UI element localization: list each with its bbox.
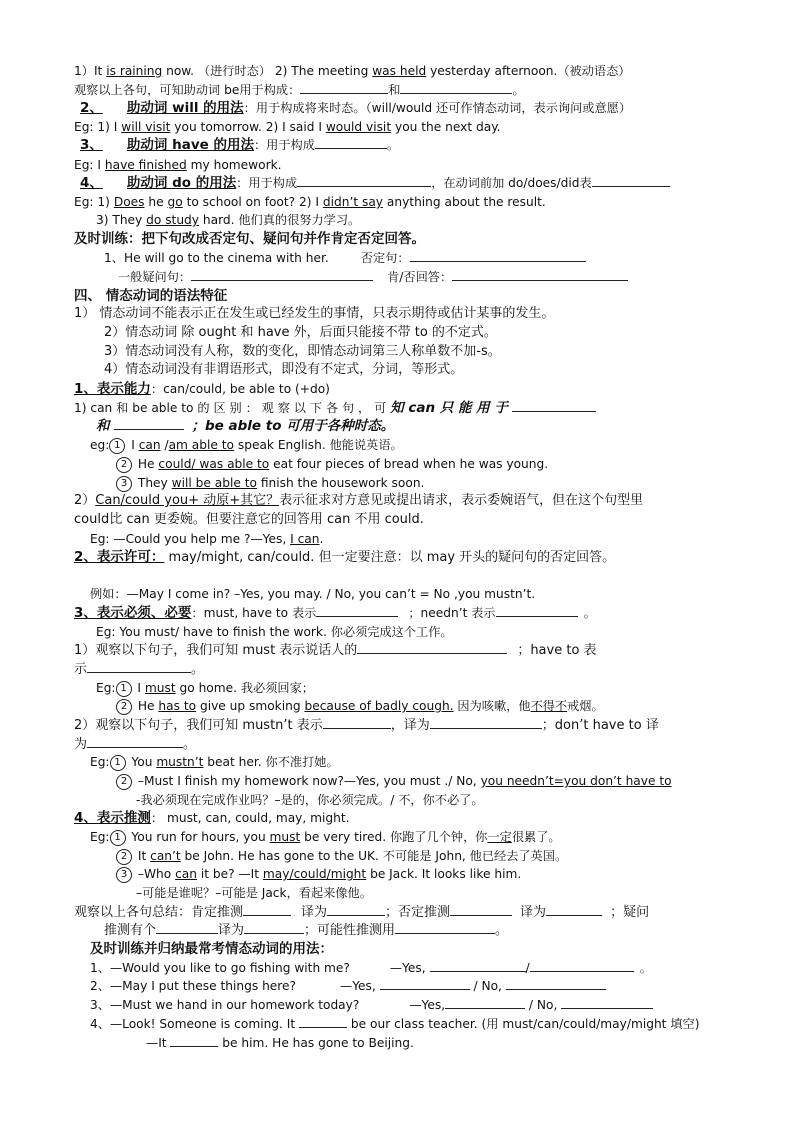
practice-2-item-1: 1、—Would you like to go fishing with me? —Yes, / 。 <box>90 961 652 975</box>
heading-have: 3、 助动词 have 的用法：用于构成 。 <box>80 137 400 153</box>
line-mustnt-observe-2: 为 。 <box>74 737 197 752</box>
blank[interactable] <box>380 977 470 990</box>
modal-feature-2: 2）情态动词 除 ought 和 have 外，后面只能接不带 to 的不定式。 <box>104 325 497 340</box>
mustnt-example-2: 2 –Must I finish my homework now?—Yes, you must ./ No, you needn’t=you don’t have to <box>116 772 672 790</box>
blank[interactable] <box>512 399 596 412</box>
blank[interactable] <box>561 996 653 1009</box>
blank[interactable] <box>315 136 387 149</box>
blank[interactable] <box>430 716 542 729</box>
blank[interactable] <box>170 1034 218 1047</box>
heading-permission: 2、表示许可： may/might, can/could. 但一定要注意：以 may 开头的疑问句的否定回答。 <box>74 549 616 565</box>
line-could-note: could比 can 更委婉。但要注意它的回答用 can 不用 could. <box>74 512 424 527</box>
line-must-observe-2: 示 。 <box>74 662 205 677</box>
blank[interactable] <box>506 977 606 990</box>
mustnt-example-1: Eg: 1 You mustn’t beat her. 你不准打她。 <box>90 755 339 769</box>
line-do-examples: Eg: 1) Does he go to school on foot? 2) I didn’t say anything about the result. <box>74 195 546 209</box>
line-be-summary: 观察以上各句，可知助动词 be用于构成： 和 。 <box>74 83 525 97</box>
line-could-example: Eg: —Could you help me ?—Yes, I can. <box>90 532 324 546</box>
modal-feature-4: 4）情态动词没有非谓语形式，即没有不定式，分词，等形式。 <box>104 362 464 377</box>
ability-example-1: eg: 1 I can /am able to speak English. 他能说英语。 <box>90 438 403 452</box>
must-example-2: 2 He has to give up smoking because of badly cough. 因为咳嗽，他不得不戒烟。 <box>116 697 604 715</box>
blank[interactable] <box>316 604 398 617</box>
blank[interactable] <box>496 604 578 617</box>
blank[interactable] <box>357 641 507 654</box>
practice-1-question: 一般疑问句： 肯/否回答： <box>118 268 628 286</box>
modal-feature-1: 1） 情态动词不能表示正在发生或已经发生的事情，只表示期待或估计某事的发生。 <box>74 306 555 321</box>
practice-2-item-3: 3、—Must we hand in our homework today? —Yes, / No, <box>90 996 653 1014</box>
blank[interactable] <box>445 996 525 1009</box>
blank[interactable] <box>592 174 670 187</box>
blank[interactable] <box>299 1015 347 1028</box>
blank[interactable] <box>327 903 385 916</box>
must-example-1: Eg: 1 I must go home. 我必须回家； <box>96 681 314 695</box>
blank[interactable] <box>300 81 388 94</box>
practice-heading-2: 及时训练并归纳最常考情态动词的用法： <box>90 941 333 957</box>
line-mustnt-observe: 2）观察以下句子，我们可知 mustn’t 表示 ，译为 ；don’t have to 译 <box>74 718 659 733</box>
heading-ability: 1、表示能力：can/could, be able to (+do) <box>74 381 330 397</box>
heading-necessity: 3、表示必须、必要：must, have to 表示 ；needn’t 表示 。 <box>74 605 596 621</box>
practice-2-item-4b: —It be him. He has gone to Beijing. <box>146 1036 414 1050</box>
line-do-example-3: 3) They do study hard. 他们真的很努力学习。 <box>96 213 361 227</box>
speculation-example-3: 3 –Who can it be? —It may/could/might be Jack. It looks like him. <box>116 865 521 883</box>
heading-do: 4、 助动词 do 的用法：用于构成 ，在动词前加 do/does/did表 <box>80 174 670 192</box>
ability-example-2: 2 He could/ was able to eat four pieces of bread when he was young. <box>116 455 548 473</box>
heading-speculation: 4、表示推测： must, can, could, may, might. <box>74 810 350 826</box>
practice-heading-1: 及时训练：把下句改成否定句、疑问句并作肯定否定回答。 <box>74 231 425 247</box>
blank[interactable] <box>244 921 304 934</box>
blank[interactable] <box>400 81 512 94</box>
line-must-observe: 1）观察以下句子，我们可知 must 表示说话人的 ；have to 表 <box>74 643 597 658</box>
blank[interactable] <box>450 903 512 916</box>
blank[interactable] <box>323 716 391 729</box>
modal-feature-3: 3）情态动词没有人称，数的变化，即情态动词第三人称单数不加-s。 <box>104 344 501 359</box>
heading-will: 2、 助动词 will 的用法：用于构成将来时态。（will/would 还可作情态动词，表示询问或意愿） <box>80 100 632 116</box>
blank[interactable] <box>297 174 431 187</box>
blank[interactable] <box>114 417 184 430</box>
speculation-example-1: Eg: 1 You run for hours, you must be very tired. 你跑了几个钟，你一定很累了。 <box>90 830 561 844</box>
blank[interactable] <box>87 660 191 673</box>
negative-answer-blank[interactable] <box>410 249 586 262</box>
blank[interactable] <box>530 959 634 972</box>
necessity-example: Eg: You must/ have to finish the work. 你必须完成这个工作。 <box>96 625 453 639</box>
blank[interactable] <box>395 921 495 934</box>
mustnt-example-2-translation: -我必须现在完成作业吗？–是的，你必须完成。/ 不，你不必了。 <box>136 793 484 807</box>
section-four-heading: 四、 情态动词的语法特征 <box>74 288 228 304</box>
practice-2-item-2: 2、—May I put these things here? —Yes, / No, <box>90 977 606 995</box>
line-be-examples: 1）It is raining now. （进行时态） 2) The meeting was held yesterday afternoon.（被动语态） <box>74 64 631 78</box>
permission-example: 例如：—May I come in? –Yes, you may. / No, you can’t = No ,you mustn’t. <box>90 587 536 601</box>
question-blank[interactable] <box>191 268 373 281</box>
speculation-example-2: 2 It can’t be John. He has gone to the UK. 不可能是 John, 他已经去了英国。 <box>116 847 567 865</box>
blank[interactable] <box>430 959 526 972</box>
practice-2-item-4: 4、—Look! Someone is coming. It be our class teacher. (用 must/can/could/may/might 填空) <box>90 1017 700 1031</box>
blank[interactable] <box>87 735 183 748</box>
reply-blank[interactable] <box>452 268 628 281</box>
blank[interactable] <box>243 903 291 916</box>
ability-example-3: 3 They will be able to finish the housework soon. <box>116 474 424 492</box>
speculation-example-3-translation: –可能是谁呢？–可能是 Jack，看起来像他。 <box>136 886 372 900</box>
line-speculation-summary-2: 推测有个 译为 ；可能性推测用 。 <box>104 923 509 938</box>
practice-1-item: 1、He will go to the cinema with her. 否定句： <box>104 249 586 267</box>
line-have-example: Eg: I have finished my homework. <box>74 158 282 172</box>
line-ability-compare: 1) can 和 be able to 的 区 别 ： 观 察 以 下 各 句 ， 可 知 can 只 能 用 于 <box>74 399 596 417</box>
blank[interactable] <box>546 903 602 916</box>
line-could-request: 2）Can/could you+ 动原+其它？表示征求对方意见或提出请求，表示委婉语气，但在这个句型里 <box>74 493 644 508</box>
blank[interactable] <box>156 921 218 934</box>
line-speculation-summary: 观察以上各句总结：肯定推测 译为 ；否定推测 译为 ；疑问 <box>74 905 650 920</box>
line-will-examples: Eg: 1) I will visit you tomorrow. 2) I said I would visit you the next day. <box>74 120 501 134</box>
line-ability-compare-2: 和 ；be able to 可用于各种时态。 <box>96 418 395 434</box>
